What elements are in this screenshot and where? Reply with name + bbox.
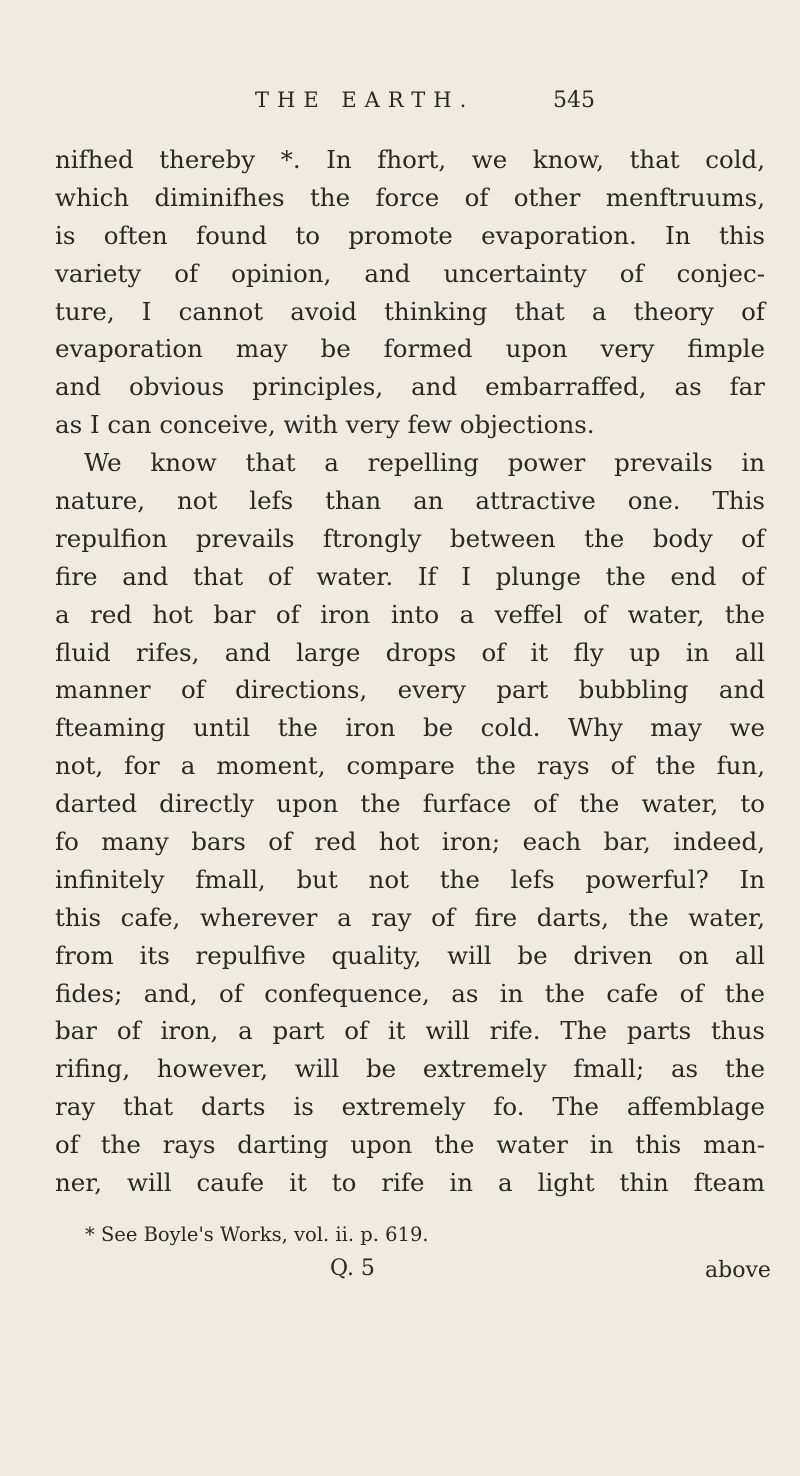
text-line: evaporation may be formed upon very fimple	[55, 334, 765, 364]
text-line: is often found to promote evaporation. In this	[55, 220, 765, 250]
signature-mark: Q. 5	[330, 1256, 375, 1281]
text-line: this cafe, wherever a ray of fire darts, the water,	[55, 902, 765, 932]
page-number: 545	[553, 88, 595, 113]
footnote: * See Boyle's Works, vol. ii. p. 619.	[85, 1223, 429, 1246]
catchword: above	[705, 1258, 771, 1283]
body-text	[55, 141, 765, 1202]
text-line: fo many bars of red hot iron; each bar, indeed,	[55, 827, 765, 857]
text-line: nature, not lefs than an attractive one. This	[55, 486, 765, 516]
text-line: repulfion prevails ftrongly between the body of	[55, 523, 765, 553]
text-line: and obvious principles, and embarraffed, as far	[55, 372, 765, 402]
text-line: ray that darts is extremely fo. The affemblage	[55, 1092, 765, 1122]
text-line: from its repulfive quality, will be driven on all	[55, 940, 765, 970]
text-line: infinitely fmall, but not the lefs powerful? In	[55, 864, 765, 894]
text-line: variety of opinion, and uncertainty of conjec-	[55, 258, 765, 288]
text-line: which diminifhes the force of other menftruums,	[55, 182, 765, 212]
text-line: darted directly upon the furface of the water, to	[55, 789, 765, 819]
text-line: a red hot bar of iron into a veffel of water, the	[55, 599, 765, 629]
text-line: ner, will caufe it to rife in a light thin fteam	[55, 1168, 765, 1198]
running-title: THE EARTH.	[255, 88, 475, 112]
text-line: rifing, however, will be extremely fmall; as the	[55, 1054, 765, 1084]
text-line: nifhed thereby *. In fhort, we know, that cold,	[55, 145, 765, 174]
text-line: not, for a moment, compare the rays of the fun,	[55, 751, 765, 781]
text-line: of the rays darting upon the water in this man-	[55, 1130, 765, 1160]
text-line: We know that a repelling power prevails in	[84, 448, 765, 478]
text-line: manner of directions, every part bubbling and	[55, 675, 765, 705]
text-line: ture, I cannot avoid thinking that a theory of	[55, 296, 765, 326]
text-line: as I can conceive, with very few objections.	[55, 410, 595, 440]
text-line: fteaming until the iron be cold. Why may we	[55, 713, 765, 743]
running-header	[255, 88, 595, 122]
text-line: fire and that of water. If I plunge the end of	[55, 561, 765, 591]
text-line: bar of iron, a part of it will rife. The parts thus	[55, 1016, 765, 1046]
text-line: fides; and, of confequence, as in the cafe of the	[55, 978, 765, 1008]
text-line: fluid rifes, and large drops of it fly up in all	[55, 637, 765, 667]
